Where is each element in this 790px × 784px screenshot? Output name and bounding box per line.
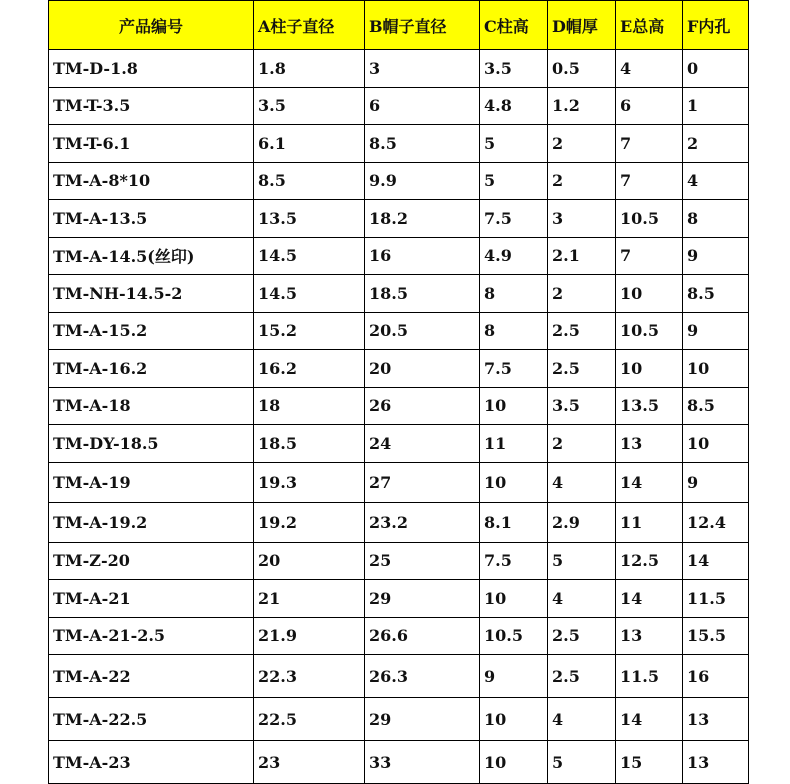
header-c-column-height: C柱高 (480, 1, 548, 50)
cell-f: 13 (683, 741, 749, 784)
table-row (49, 698, 749, 741)
cell-b: 20.5 (365, 312, 480, 350)
cell-c: 5 (480, 162, 548, 200)
header-a-column-diameter: A柱子直径 (254, 1, 365, 50)
cell-f: 8.5 (683, 275, 749, 313)
cell-c: 8.1 (480, 502, 548, 542)
table-row (49, 87, 749, 125)
table-row (49, 617, 749, 655)
cell-f: 8.5 (683, 387, 749, 425)
cell-product-code: TM-T-3.5 (49, 87, 254, 125)
cell-b: 33 (365, 741, 480, 784)
cell-e: 13.5 (616, 387, 683, 425)
cell-b: 27 (365, 462, 480, 502)
cell-d: 4 (548, 698, 616, 741)
cell-a: 6.1 (254, 125, 365, 163)
header-product-code: 产品编号 (49, 1, 254, 50)
cell-a: 19.2 (254, 502, 365, 542)
cell-d: 2 (548, 425, 616, 463)
cell-f: 2 (683, 125, 749, 163)
cell-a: 19.3 (254, 462, 365, 502)
cell-product-code: TM-Z-20 (49, 542, 254, 580)
cell-c: 10 (480, 580, 548, 618)
cell-e: 12.5 (616, 542, 683, 580)
cell-b: 6 (365, 87, 480, 125)
cell-product-code: TM-A-21-2.5 (49, 617, 254, 655)
cell-d: 3 (548, 200, 616, 238)
cell-f: 13 (683, 698, 749, 741)
cell-e: 7 (616, 125, 683, 163)
cell-a: 23 (254, 741, 365, 784)
cell-f: 15.5 (683, 617, 749, 655)
cell-d: 2.5 (548, 350, 616, 388)
cell-d: 5 (548, 542, 616, 580)
cell-a: 15.2 (254, 312, 365, 350)
cell-c: 7.5 (480, 542, 548, 580)
cell-e: 10 (616, 275, 683, 313)
cell-d: 3.5 (548, 387, 616, 425)
table-row (49, 200, 749, 238)
cell-product-code: TM-A-14.5(丝印) (49, 237, 254, 275)
cell-e: 13 (616, 425, 683, 463)
cell-e: 14 (616, 698, 683, 741)
cell-b: 8.5 (365, 125, 480, 163)
cell-e: 10 (616, 350, 683, 388)
cell-c: 4.8 (480, 87, 548, 125)
table-row (49, 387, 749, 425)
cell-a: 3.5 (254, 87, 365, 125)
cell-a: 21.9 (254, 617, 365, 655)
cell-f: 8 (683, 200, 749, 238)
cell-b: 18.5 (365, 275, 480, 313)
cell-b: 3 (365, 50, 480, 88)
header-f-inner-hole: F内孔 (683, 1, 749, 50)
cell-product-code: TM-DY-18.5 (49, 425, 254, 463)
cell-f: 14 (683, 542, 749, 580)
cell-product-code: TM-A-22.5 (49, 698, 254, 741)
cell-d: 4 (548, 462, 616, 502)
cell-d: 5 (548, 741, 616, 784)
cell-c: 11 (480, 425, 548, 463)
cell-e: 14 (616, 580, 683, 618)
cell-f: 9 (683, 237, 749, 275)
cell-c: 3.5 (480, 50, 548, 88)
cell-product-code: TM-A-19.2 (49, 502, 254, 542)
cell-b: 9.9 (365, 162, 480, 200)
cell-c: 10 (480, 387, 548, 425)
cell-b: 26.3 (365, 655, 480, 698)
table-row (49, 350, 749, 388)
cell-c: 8 (480, 312, 548, 350)
cell-f: 9 (683, 312, 749, 350)
cell-b: 26 (365, 387, 480, 425)
cell-product-code: TM-A-15.2 (49, 312, 254, 350)
cell-a: 20 (254, 542, 365, 580)
table-row (49, 502, 749, 542)
cell-f: 4 (683, 162, 749, 200)
cell-product-code: TM-A-21 (49, 580, 254, 618)
header-d-cap-thickness: D帽厚 (548, 1, 616, 50)
cell-product-code: TM-A-23 (49, 741, 254, 784)
cell-b: 16 (365, 237, 480, 275)
cell-c: 5 (480, 125, 548, 163)
cell-c: 7.5 (480, 200, 548, 238)
cell-a: 22.3 (254, 655, 365, 698)
product-spec-table (48, 0, 749, 784)
cell-f: 1 (683, 87, 749, 125)
cell-a: 8.5 (254, 162, 365, 200)
cell-e: 10.5 (616, 312, 683, 350)
cell-e: 13 (616, 617, 683, 655)
table-row (49, 425, 749, 463)
cell-c: 9 (480, 655, 548, 698)
cell-f: 0 (683, 50, 749, 88)
cell-d: 2.5 (548, 312, 616, 350)
cell-d: 2 (548, 162, 616, 200)
cell-d: 2 (548, 125, 616, 163)
cell-d: 2.9 (548, 502, 616, 542)
cell-d: 1.2 (548, 87, 616, 125)
table-row (49, 580, 749, 618)
cell-e: 10.5 (616, 200, 683, 238)
cell-f: 10 (683, 350, 749, 388)
cell-f: 9 (683, 462, 749, 502)
table-row (49, 237, 749, 275)
cell-c: 4.9 (480, 237, 548, 275)
cell-e: 4 (616, 50, 683, 88)
cell-c: 10 (480, 698, 548, 741)
header-e-total-height: E总高 (616, 1, 683, 50)
cell-product-code: TM-T-6.1 (49, 125, 254, 163)
table-row (49, 741, 749, 784)
cell-d: 2.1 (548, 237, 616, 275)
cell-a: 13.5 (254, 200, 365, 238)
cell-e: 11.5 (616, 655, 683, 698)
cell-c: 8 (480, 275, 548, 313)
table-row (49, 125, 749, 163)
cell-f: 12.4 (683, 502, 749, 542)
cell-f: 10 (683, 425, 749, 463)
cell-d: 2.5 (548, 655, 616, 698)
cell-e: 14 (616, 462, 683, 502)
cell-b: 18.2 (365, 200, 480, 238)
cell-b: 26.6 (365, 617, 480, 655)
cell-product-code: TM-A-22 (49, 655, 254, 698)
table-row (49, 275, 749, 313)
cell-product-code: TM-D-1.8 (49, 50, 254, 88)
cell-product-code: TM-A-18 (49, 387, 254, 425)
table-row (49, 462, 749, 502)
cell-a: 14.5 (254, 237, 365, 275)
cell-b: 25 (365, 542, 480, 580)
cell-a: 18.5 (254, 425, 365, 463)
cell-a: 18 (254, 387, 365, 425)
cell-a: 21 (254, 580, 365, 618)
cell-b: 24 (365, 425, 480, 463)
cell-c: 10 (480, 462, 548, 502)
cell-d: 2 (548, 275, 616, 313)
cell-e: 15 (616, 741, 683, 784)
cell-product-code: TM-NH-14.5-2 (49, 275, 254, 313)
cell-product-code: TM-A-19 (49, 462, 254, 502)
cell-a: 1.8 (254, 50, 365, 88)
table-row (49, 162, 749, 200)
cell-d: 2.5 (548, 617, 616, 655)
cell-e: 11 (616, 502, 683, 542)
cell-c: 10.5 (480, 617, 548, 655)
cell-e: 6 (616, 87, 683, 125)
cell-b: 20 (365, 350, 480, 388)
cell-product-code: TM-A-13.5 (49, 200, 254, 238)
cell-product-code: TM-A-16.2 (49, 350, 254, 388)
cell-product-code: TM-A-8*10 (49, 162, 254, 200)
cell-f: 16 (683, 655, 749, 698)
cell-c: 10 (480, 741, 548, 784)
cell-b: 29 (365, 698, 480, 741)
table-row (49, 655, 749, 698)
table-row (49, 312, 749, 350)
header-b-cap-diameter: B帽子直径 (365, 1, 480, 50)
cell-a: 14.5 (254, 275, 365, 313)
cell-e: 7 (616, 237, 683, 275)
cell-c: 7.5 (480, 350, 548, 388)
cell-b: 29 (365, 580, 480, 618)
table-body (49, 50, 749, 784)
header-row (49, 1, 749, 50)
cell-b: 23.2 (365, 502, 480, 542)
cell-a: 16.2 (254, 350, 365, 388)
cell-e: 7 (616, 162, 683, 200)
cell-d: 4 (548, 580, 616, 618)
cell-a: 22.5 (254, 698, 365, 741)
cell-f: 11.5 (683, 580, 749, 618)
cell-d: 0.5 (548, 50, 616, 88)
table-row (49, 50, 749, 88)
table-row (49, 542, 749, 580)
